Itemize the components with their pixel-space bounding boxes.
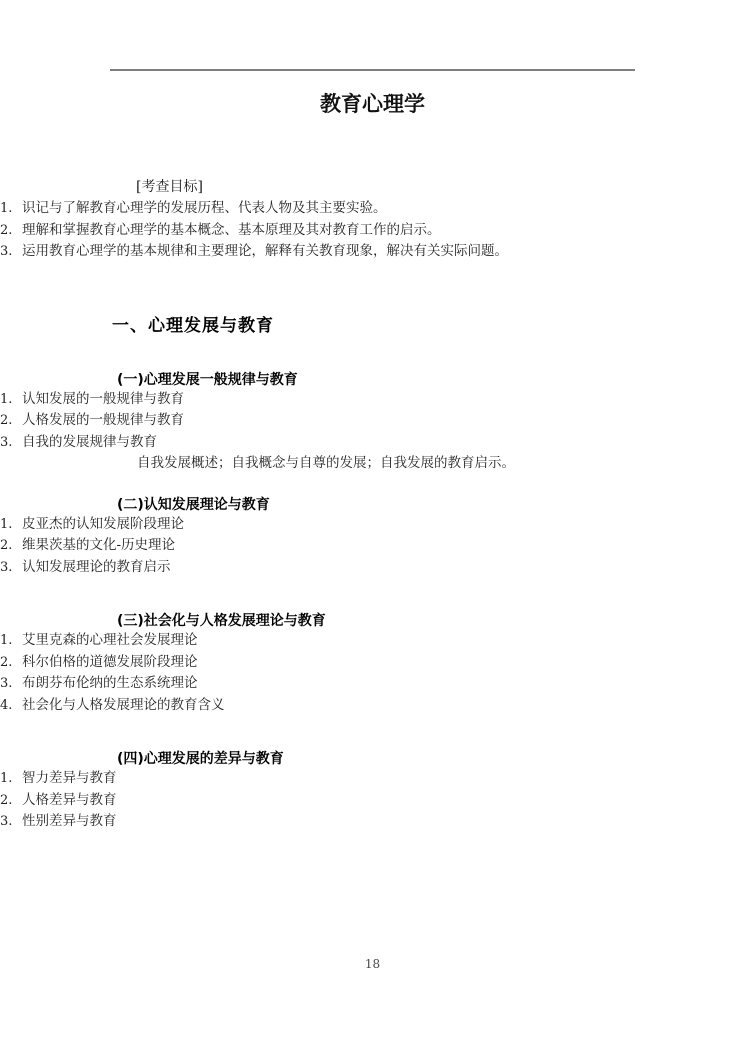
- chapter-heading: 一、心理发展与教育: [112, 315, 274, 336]
- objectives-list: [0, 198, 745, 263]
- outline-item: 科尔伯格的道德发展阶段理论: [22, 653, 198, 670]
- section-heading-2: (二)认知发展理论与教育: [117, 496, 270, 513]
- section-list-3: [0, 630, 745, 716]
- outline-item: 人格差异与教育: [22, 791, 117, 808]
- section-heading-1: (一)心理发展一般规律与教育: [117, 371, 298, 388]
- section-list-2: [0, 514, 745, 579]
- section-heading-3: (三)社会化与人格发展理论与教育: [117, 613, 326, 629]
- objective-item: 运用教育心理学的基本规律和主要理论，解释有关教育现象，解决有关实际问题。: [22, 243, 508, 259]
- section-list-4: [0, 768, 745, 833]
- outline-item: 认知发展的一般规律与教育: [22, 390, 184, 407]
- outline-item: 艾里克森的心理社会发展理论: [22, 632, 198, 648]
- outline-item: 皮亚杰的认知发展阶段理论: [22, 515, 184, 532]
- outline-item: 社会化与人格发展理论的教育含义: [22, 696, 225, 713]
- outline-item: 自我的发展规律与教育: [22, 433, 157, 450]
- outline-item: 认知发展理论的教育启示: [22, 558, 171, 575]
- outline-item: 性别差异与教育: [22, 813, 117, 829]
- page-number: 18: [364, 957, 381, 971]
- outline-item: 维果茨基的文化-历史理论: [22, 537, 176, 553]
- document-title: 教育心理学: [320, 91, 425, 116]
- section-note: 自我发展概述；自我概念与自尊的发展；自我发展的教育启示。: [137, 455, 515, 471]
- objective-item: 理解和掌握教育心理学的基本概念、基本原理及其对教育工作的启示。: [22, 221, 441, 238]
- outline-item: 人格发展的一般规律与教育: [22, 412, 184, 428]
- outline-item: 智力差异与教育: [22, 770, 117, 786]
- header-rule: [110, 69, 635, 71]
- section-list-1: [0, 389, 745, 454]
- outline-item: 布朗芬布伦纳的生态系统理论: [22, 675, 198, 691]
- objectives-label: [考查目标]: [136, 179, 203, 195]
- section-heading-4: (四)心理发展的差异与教育: [117, 751, 284, 767]
- objective-item: 识记与了解教育心理学的发展历程、代表人物及其主要实验。: [22, 200, 387, 216]
